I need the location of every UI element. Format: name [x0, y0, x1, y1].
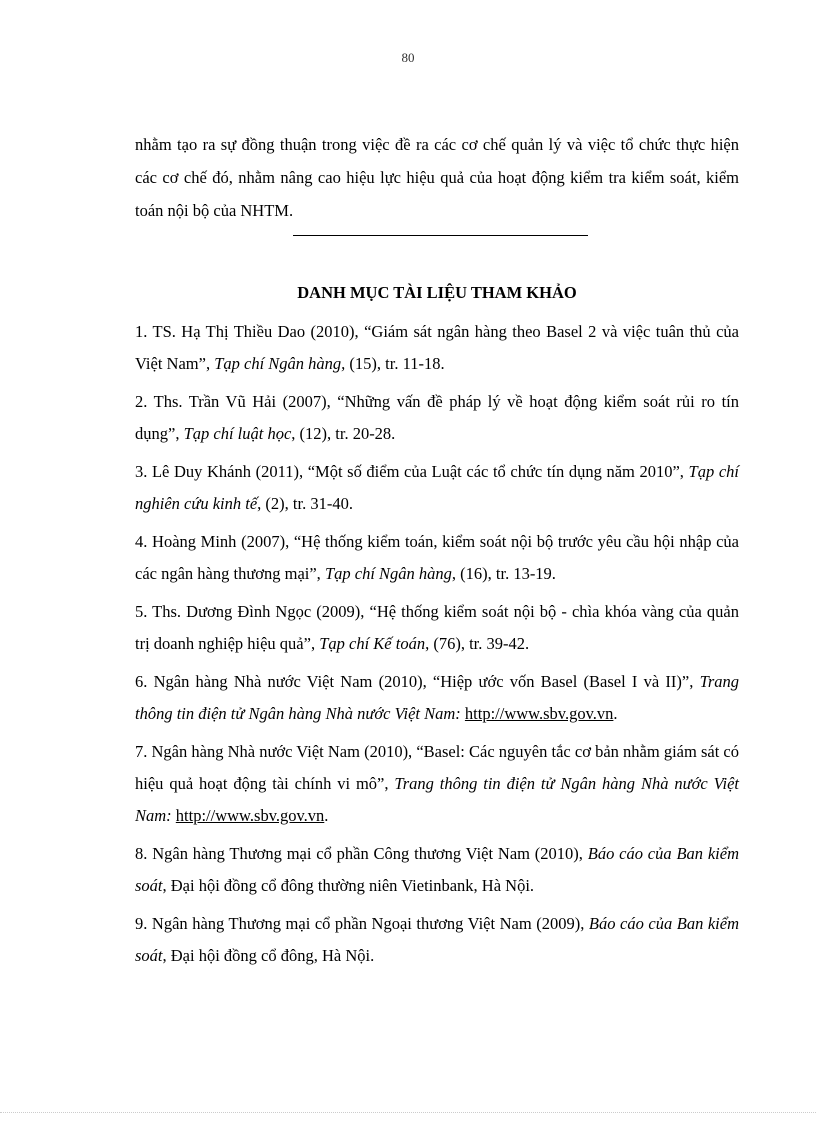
reference-item: 3. Lê Duy Khánh (2011), “Một số điểm của Luật các tổ chức tín dụng năm 2010”, Tạp chí nghiên cứu kinh tế, (2), tr. 31-40.	[135, 462, 739, 513]
reference-item: 5. Ths. Dương Đình Ngọc (2009), “Hệ thống kiểm soát nội bộ - chìa khóa vàng của quản trị doanh nghiệp hiệu quả”, Tạp chí Kế toán, (76), tr. 39-42.	[135, 602, 739, 653]
reference-list	[135, 316, 739, 972]
reference-item: 8. Ngân hàng Thương mại cổ phần Công thương Việt Nam (2010), Báo cáo của Ban kiểm soát, Đại hội đồng cổ đông thường niên Vietinbank, Hà Nội.	[135, 844, 740, 895]
references-heading: DANH MỤC TÀI LIỆU THAM KHẢO	[297, 283, 577, 302]
intro-paragraph: nhằm tạo ra sự đồng thuận trong việc đề ra các cơ chế quản lý và việc tổ chức thực hiện các cơ chế đó, nhằm nâng cao hiệu lực hiệu quả của hoạt động kiểm tra kiểm soát, kiểm toán nội bộ của NHTM.	[135, 135, 739, 220]
reference-item: 7. Ngân hàng Nhà nước Việt Nam (2010), “Basel: Các nguyên tắc cơ bản nhằm giám sát có hiệu quả hoạt động tài chính vi mô”, Trang thông tin điện tử Ngân hàng Nhà nước Việt Nam: http://www.sbv.gov.vn.	[135, 742, 740, 825]
reference-item: 9. Ngân hàng Thương mại cổ phần Ngoại thương Việt Nam (2009), Báo cáo của Ban kiểm soát, Đại hội đồng cổ đông, Hà Nội.	[135, 914, 739, 965]
page-content	[135, 128, 739, 978]
reference-item: 1. TS. Hạ Thị Thiều Dao (2010), “Giám sát ngân hàng theo Basel 2 và việc tuân thủ của Việt Nam”, Tạp chí Ngân hàng, (15), tr. 11-18.	[135, 322, 739, 373]
reference-item: 4. Hoàng Minh (2007), “Hệ thống kiểm toán, kiểm soát nội bộ trước yêu cầu hội nhập của các ngân hàng thương mại”, Tạp chí Ngân hàng, (16), tr. 13-19.	[135, 532, 739, 583]
reference-item: 2. Ths. Trần Vũ Hải (2007), “Những vấn đề pháp lý về hoạt động kiểm soát rủi ro tín dụng”, Tạp chí luật học, (12), tr. 20-28.	[135, 392, 739, 443]
section-divider	[293, 235, 588, 236]
reference-item: 6. Ngân hàng Nhà nước Việt Nam (2010), “Hiệp ước vốn Basel (Basel I và II)”, Trang thông tin điện tử Ngân hàng Nhà nước Việt Nam: http://www.sbv.gov.vn.	[135, 672, 739, 723]
reference-link[interactable]: http://www.sbv.gov.vn	[464, 704, 614, 723]
page-number: 80	[401, 50, 415, 65]
page-bottom-rule	[0, 1112, 816, 1113]
reference-link[interactable]: http://www.sbv.gov.vn	[175, 806, 325, 825]
